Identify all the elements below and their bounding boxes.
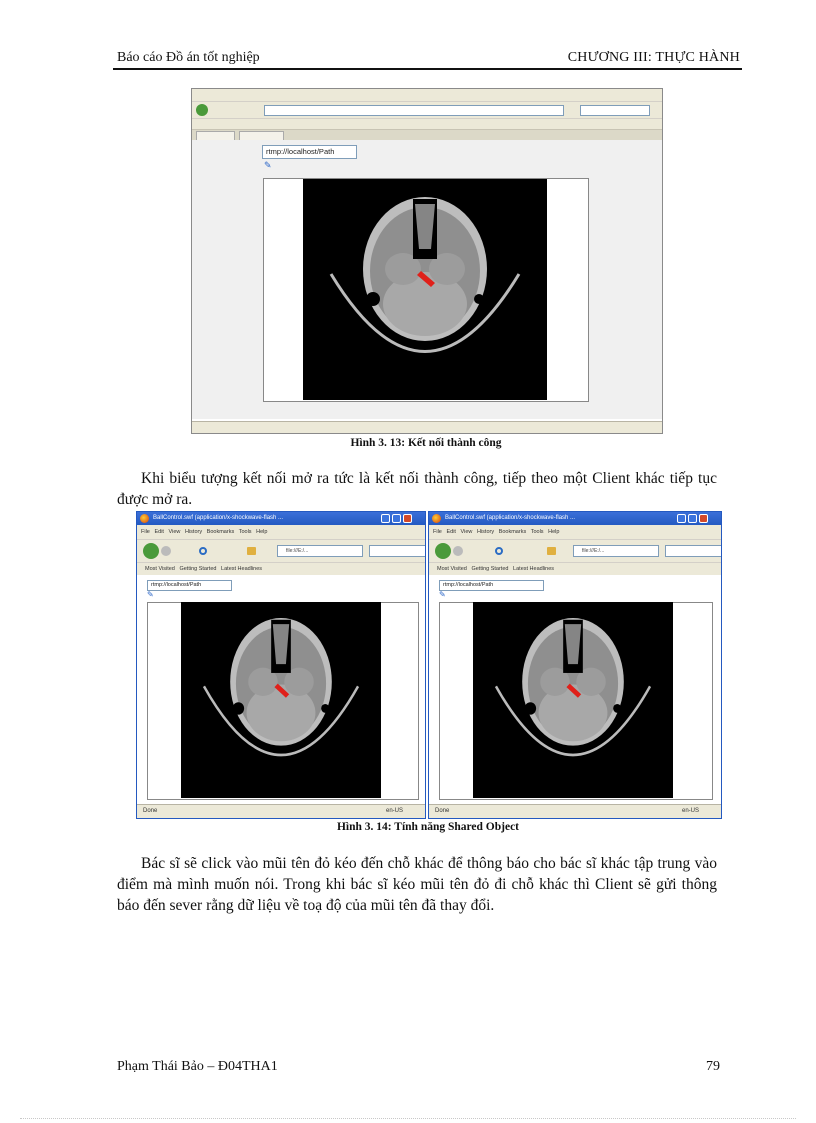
menu-help[interactable]: Help: [548, 529, 560, 535]
header-left: Báo cáo Đồ án tốt nghiệp: [117, 50, 260, 65]
menu-tools[interactable]: Tools: [238, 529, 252, 535]
paragraph-2: [117, 853, 717, 916]
left-window-bookmarks-bar: [137, 562, 425, 575]
menu-help[interactable]: Help: [256, 529, 268, 535]
right-window-title: BallControl.swf (application/x-shockwave-flash ...: [445, 515, 576, 521]
right-window-status-right: en-US: [681, 808, 699, 814]
close-button[interactable]: [699, 514, 708, 523]
right-window-statusbar: [429, 804, 721, 818]
right-window-menubar: [429, 525, 721, 539]
figure2-left-window: [136, 511, 426, 819]
bookmark-getting-started[interactable]: Getting Started: [471, 566, 509, 572]
figure1-screenshot: [191, 88, 663, 434]
menu-view[interactable]: View: [460, 529, 473, 535]
figure1-caption: Hình 3. 13: Kết nối thành công: [350, 437, 502, 449]
maximize-button[interactable]: [392, 514, 401, 523]
right-window-search-box[interactable]: [665, 545, 722, 557]
right-window-url-field[interactable]: rtmp://localhost/Path: [439, 580, 544, 591]
menu-bookmarks[interactable]: Bookmarks: [206, 529, 235, 535]
connect-icon: ✎: [264, 160, 272, 170]
menu-view[interactable]: View: [168, 529, 181, 535]
left-window-status: Done: [143, 808, 158, 814]
right-window-ct-image: [473, 602, 673, 798]
connect-icon[interactable]: ✎: [439, 590, 446, 599]
paragraph-1-text: Khi biểu tượng kết nối mở ra tức là kết nối thành công, tiếp theo một Client khác tiếp tục được mở ra.: [117, 470, 717, 508]
figure2-caption: Hình 3. 14: Tính năng Shared Object: [336, 821, 520, 833]
page-number: 79: [706, 1059, 720, 1074]
firefox-icon: [140, 514, 149, 523]
figure1-search-box: [580, 105, 650, 116]
back-icon[interactable]: [435, 543, 451, 559]
bookmark-getting-started[interactable]: Getting Started: [179, 566, 217, 572]
figure1-content: [192, 140, 662, 419]
right-window-navbar: [429, 539, 721, 562]
right-window-content: [429, 575, 721, 805]
connect-icon[interactable]: ✎: [147, 590, 154, 599]
bookmark-latest-headlines[interactable]: Latest Headlines: [221, 566, 263, 572]
menu-edit[interactable]: Edit: [154, 529, 164, 535]
footer-author: Phạm Thái Bảo – Đ04THA1: [117, 1059, 278, 1074]
menu-file[interactable]: File: [433, 529, 442, 535]
home-icon[interactable]: [247, 547, 256, 555]
reload-icon[interactable]: [495, 547, 503, 555]
header-rule: [113, 68, 742, 70]
minimize-button[interactable]: [677, 514, 686, 523]
ct-scan-graphic: [303, 179, 547, 400]
ct-scan-graphic: [473, 602, 673, 798]
figure1-menubar: [192, 89, 662, 101]
menu-file[interactable]: File: [141, 529, 150, 535]
bookmark-most-visited[interactable]: Most Visited: [437, 566, 467, 572]
menu-history[interactable]: History: [476, 529, 495, 535]
paragraph-1: [117, 468, 717, 510]
firefox-icon: [432, 514, 441, 523]
maximize-button[interactable]: [688, 514, 697, 523]
back-icon: [196, 104, 208, 116]
minimize-button[interactable]: [381, 514, 390, 523]
left-window-navbar: [137, 539, 425, 562]
forward-icon[interactable]: [453, 546, 463, 556]
figure2-right-window: [428, 511, 722, 819]
page-bottom-rule: [20, 1118, 796, 1119]
left-window-content: [137, 575, 425, 805]
figure1-tab-bar: [192, 129, 662, 140]
menu-bookmarks[interactable]: Bookmarks: [498, 529, 527, 535]
ct-scan-graphic: [181, 602, 381, 798]
figure1-url-field: rtmp://localhost/Path: [262, 145, 357, 159]
left-window-titlebar: [137, 512, 425, 525]
menu-tools[interactable]: Tools: [530, 529, 544, 535]
menu-history[interactable]: History: [184, 529, 203, 535]
home-icon[interactable]: [547, 547, 556, 555]
bookmark-most-visited[interactable]: Most Visited: [145, 566, 175, 572]
left-window-ct-image: [181, 602, 381, 798]
right-window-bookmarks-bar: [429, 562, 721, 575]
bookmark-latest-headlines[interactable]: Latest Headlines: [513, 566, 555, 572]
right-window-status: Done: [435, 808, 450, 814]
left-window-statusbar: [137, 804, 425, 818]
right-window-titlebar: [429, 512, 721, 525]
left-window-status-right: en-US: [385, 808, 403, 814]
back-icon[interactable]: [143, 543, 159, 559]
paragraph-2-text: Bác sĩ sẽ click vào mũi tên đỏ kéo đến chỗ khác để thông báo cho bác sĩ khác tập trung vào điểm mà mình muốn nói. Trong khi bác sĩ kéo mũi tên đỏ đi chỗ khác thì Client sẽ gửi thông báo đến sever rằng dữ liệu về toạ độ của mũi tên đã thay đổi.: [117, 855, 717, 914]
figure1-bookmarks-bar: [192, 118, 662, 129]
figure1-ct-image: [303, 179, 547, 400]
left-window-search-box[interactable]: [369, 545, 426, 557]
left-window-title: BallControl.swf (application/x-shockwave-flash ...: [153, 515, 284, 521]
left-window-url-field[interactable]: rtmp://localhost/Path: [147, 580, 232, 591]
right-window-address-bar[interactable]: file:///E:/...: [573, 545, 659, 557]
left-window-address-bar[interactable]: file:///E:/...: [277, 545, 363, 557]
reload-icon[interactable]: [199, 547, 207, 555]
header-right: CHƯƠNG III: THỰC HÀNH: [567, 50, 740, 65]
forward-icon[interactable]: [161, 546, 171, 556]
left-window-menubar: [137, 525, 425, 539]
figure1-address-bar: [264, 105, 564, 116]
close-button[interactable]: [403, 514, 412, 523]
figure1-navbar: [192, 101, 662, 118]
menu-edit[interactable]: Edit: [446, 529, 456, 535]
figure1-statusbar: [192, 421, 662, 433]
